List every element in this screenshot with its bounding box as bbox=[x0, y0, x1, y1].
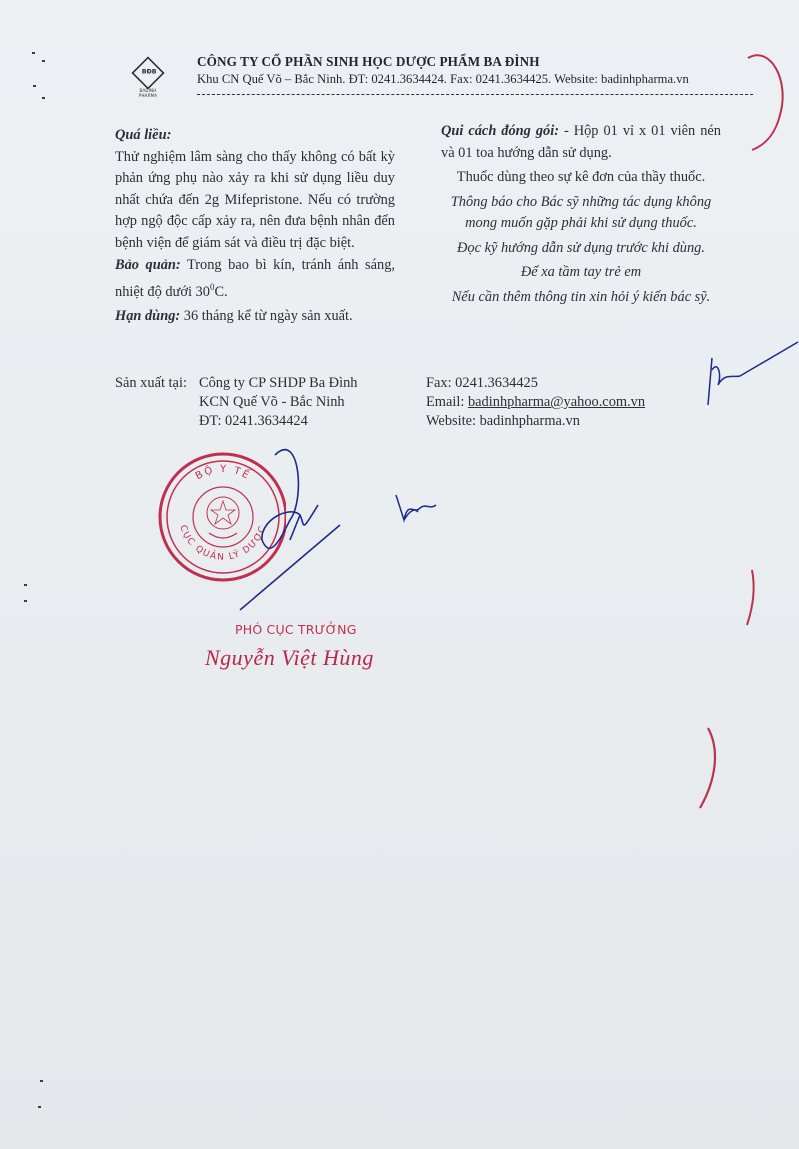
storage-heading: Bảo quản: bbox=[115, 257, 181, 273]
header-divider bbox=[197, 94, 753, 95]
manufacturer-label: Sản xuất tại: bbox=[115, 375, 187, 391]
scan-mark bbox=[24, 584, 27, 586]
signatory-title: PHÓ CỤC TRƯỞNG bbox=[235, 622, 357, 637]
overdose-text: Thử nghiệm lâm sàng cho thấy không có bất kỳ phản ứng phụ nào xảy ra khi sử dụng liều duy nhất chứa đến 2g Mifepristone. Nếu có trường hợp ngộ độc cấp xảy ra, nên đưa bệnh nhân đến bệnh viện để giám sát và điều trị đặc biệt. bbox=[115, 148, 395, 251]
contact-website: Website: badinhpharma.vn bbox=[426, 413, 580, 429]
company-logo bbox=[133, 56, 163, 98]
storage-unit: C. bbox=[214, 283, 228, 300]
email-label: Email: bbox=[426, 394, 468, 410]
storage-section bbox=[115, 255, 395, 303]
read-note: Đọc kỹ hướng dẫn sử dụng trước khi dùng. bbox=[457, 239, 705, 256]
scan-mark bbox=[42, 97, 45, 99]
red-edge-mark-low bbox=[700, 728, 715, 808]
contact-fax: Fax: 0241.3634425 bbox=[426, 375, 538, 391]
stamp-bottom-text: CỤC QUẢN LÝ DƯỢC bbox=[177, 523, 269, 563]
red-edge-mark-mid bbox=[747, 570, 754, 625]
ask-note: Nếu cần thêm thông tin xin hỏi ý kiến bác sỹ. bbox=[451, 288, 711, 305]
scan-mark bbox=[40, 1080, 43, 1082]
contact-email-row bbox=[426, 393, 645, 412]
scan-mark bbox=[24, 600, 27, 602]
packaging-text: - Hộp 01 vỉ x 01 viên nén và 01 toa hướng dẫn sử dụng. bbox=[441, 123, 721, 161]
manufacturer-block bbox=[115, 374, 357, 431]
logo-label: BADINH PHARMA bbox=[138, 88, 158, 98]
email-link[interactable]: badinhpharma@yahoo.com.vn bbox=[467, 394, 646, 410]
corner-initial-mark bbox=[708, 342, 798, 405]
manufacturer-phone: ĐT: 0241.3634424 bbox=[199, 413, 308, 429]
expiry-section bbox=[115, 306, 395, 328]
storage-text: Trong bao bì kín, tránh ánh sáng, nhiệt độ dưới 30 bbox=[115, 257, 395, 300]
scan-mark bbox=[32, 52, 35, 54]
expiry-text: 36 tháng kể từ ngày sản xuất. bbox=[180, 307, 353, 324]
official-stamp bbox=[156, 447, 286, 587]
company-name: CÔNG TY CỔ PHẦN SINH HỌC DƯỢC PHẨM BA ĐÌNH bbox=[197, 54, 540, 69]
manufacturer-address: KCN Quế Võ - Bắc Ninh bbox=[199, 394, 345, 410]
storage-degree: 0 bbox=[209, 281, 215, 292]
left-column bbox=[115, 125, 395, 327]
contact-block bbox=[426, 374, 645, 431]
scan-mark bbox=[38, 1106, 41, 1108]
manufacturer-name: Công ty CP SHDP Ba Đình bbox=[199, 375, 358, 391]
svg-text:CỤC QUẢN LÝ DƯỢC bbox=[177, 524, 268, 563]
signatory-name: Nguyễn Việt Hùng bbox=[205, 645, 374, 670]
right-column bbox=[441, 121, 721, 308]
letterhead bbox=[133, 52, 753, 102]
overdose-heading: Quá liều: bbox=[115, 127, 172, 143]
prescription-note: Thuốc dùng theo sự kê đơn của thầy thuốc. bbox=[456, 169, 706, 185]
expiry-heading: Hạn dùng: bbox=[115, 307, 181, 324]
initial-mark bbox=[396, 495, 436, 520]
scan-mark bbox=[42, 60, 45, 62]
packaging-section bbox=[441, 121, 721, 164]
scan-mark bbox=[33, 85, 36, 87]
stamp-top-text: BỘ Y TẾ bbox=[193, 463, 253, 483]
red-edge-mark-top bbox=[748, 55, 783, 150]
children-note: Để xa tầm tay trẻ em bbox=[520, 264, 642, 280]
logo-letters: BĐB bbox=[141, 67, 157, 75]
company-address: Khu CN Quế Võ – Bắc Ninh. ĐT: 0241.3634424. Fax: 0241.3634425. Website: badinhpharma.vn bbox=[197, 72, 689, 86]
packaging-heading: Qui cách đóng gói: bbox=[441, 123, 560, 139]
report-note: Thông báo cho Bác sỹ những tác dụng không mong muốn gặp phải khi sử dụng thuốc. bbox=[450, 193, 712, 231]
